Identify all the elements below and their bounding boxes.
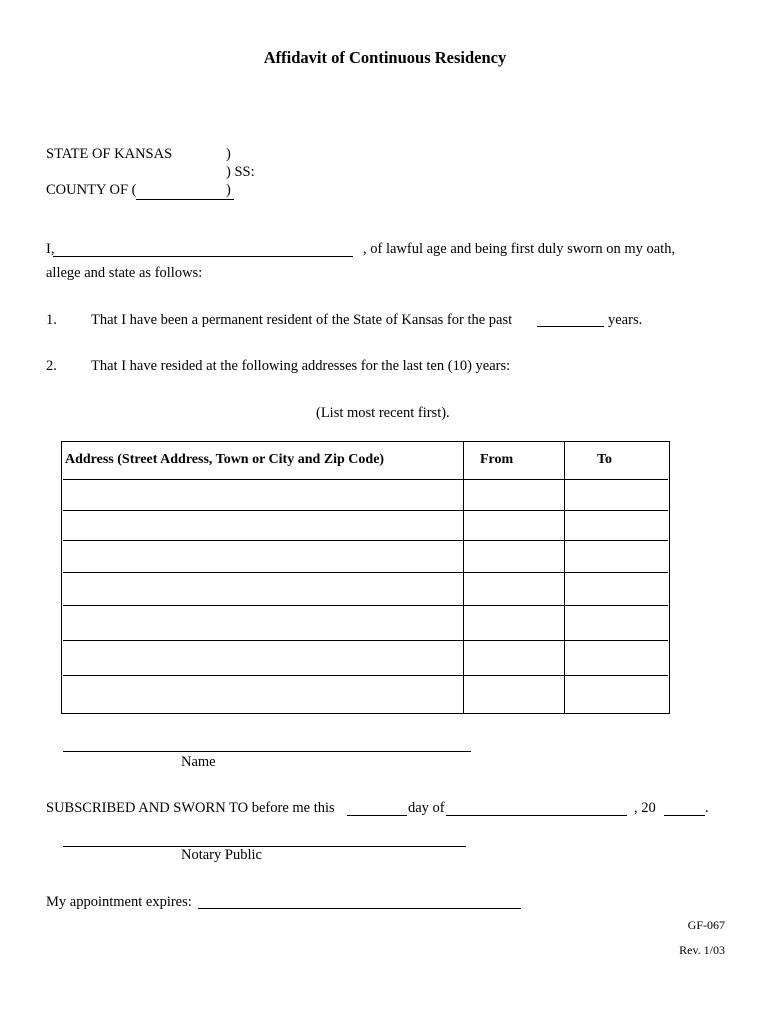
appointment-label: My appointment expires: (46, 894, 192, 910)
day-of-text: day of (408, 800, 445, 816)
notary-signature-line[interactable] (63, 833, 466, 847)
name-label: Name (181, 754, 216, 770)
table-row[interactable] (63, 605, 668, 606)
item2-number: 2. (46, 358, 57, 374)
document-title: Affidavit of Continuous Residency (263, 48, 507, 67)
table-border-bottom (61, 713, 670, 714)
month-field[interactable] (446, 800, 627, 816)
item2-text: That I have resided at the following addresses for the last ten (10) years: (91, 358, 511, 374)
name-signature-line[interactable] (63, 737, 471, 752)
subscribed-text: SUBSCRIBED AND SWORN TO before me this (46, 800, 335, 816)
header-from: From (480, 452, 514, 467)
table-row[interactable] (63, 572, 668, 573)
venue-paren-3: ) (226, 182, 231, 198)
item1-number: 1. (46, 312, 57, 328)
appointment-field[interactable] (198, 893, 521, 909)
venue-paren-1: ) (226, 146, 231, 162)
state-label: STATE OF KANSAS (46, 146, 173, 162)
table-row[interactable] (63, 675, 668, 676)
table-row[interactable] (63, 510, 668, 511)
affiant-prefix: I, (46, 241, 55, 257)
table-row[interactable] (63, 479, 668, 480)
affiant-name-field[interactable] (53, 240, 353, 257)
table-border-left (61, 441, 62, 714)
day-field[interactable] (347, 800, 407, 816)
header-to: To (597, 452, 613, 467)
table-row[interactable] (63, 640, 668, 641)
years-field[interactable] (537, 311, 604, 327)
year-field[interactable] (664, 800, 705, 816)
item1-suffix: years. (608, 312, 643, 328)
table-border-top (61, 441, 670, 442)
column-divider-from (463, 441, 464, 714)
table-row[interactable] (63, 540, 668, 541)
item1-text: That I have been a permanent resident of the State of Kansas for the past (91, 312, 513, 328)
venue-ss: ) SS: (226, 164, 255, 180)
year-text: , 20 (634, 800, 656, 816)
address-table (61, 441, 670, 714)
table-border-right (669, 441, 670, 714)
county-field[interactable] (136, 183, 234, 200)
form-number: GF-067 (687, 918, 725, 932)
allege-text: allege and state as follows: (46, 265, 203, 281)
period: . (705, 800, 709, 816)
revision: Rev. 1/03 (679, 943, 725, 957)
header-address: Address (Street Address, Town or City and Zip Code) (65, 452, 385, 467)
column-divider-to (564, 441, 565, 714)
oath-text: , of lawful age and being first duly sworn on my oath, (363, 241, 676, 257)
notary-label: Notary Public (181, 847, 262, 863)
list-note: (List most recent first). (316, 405, 450, 421)
county-label: COUNTY OF ( (46, 182, 137, 198)
